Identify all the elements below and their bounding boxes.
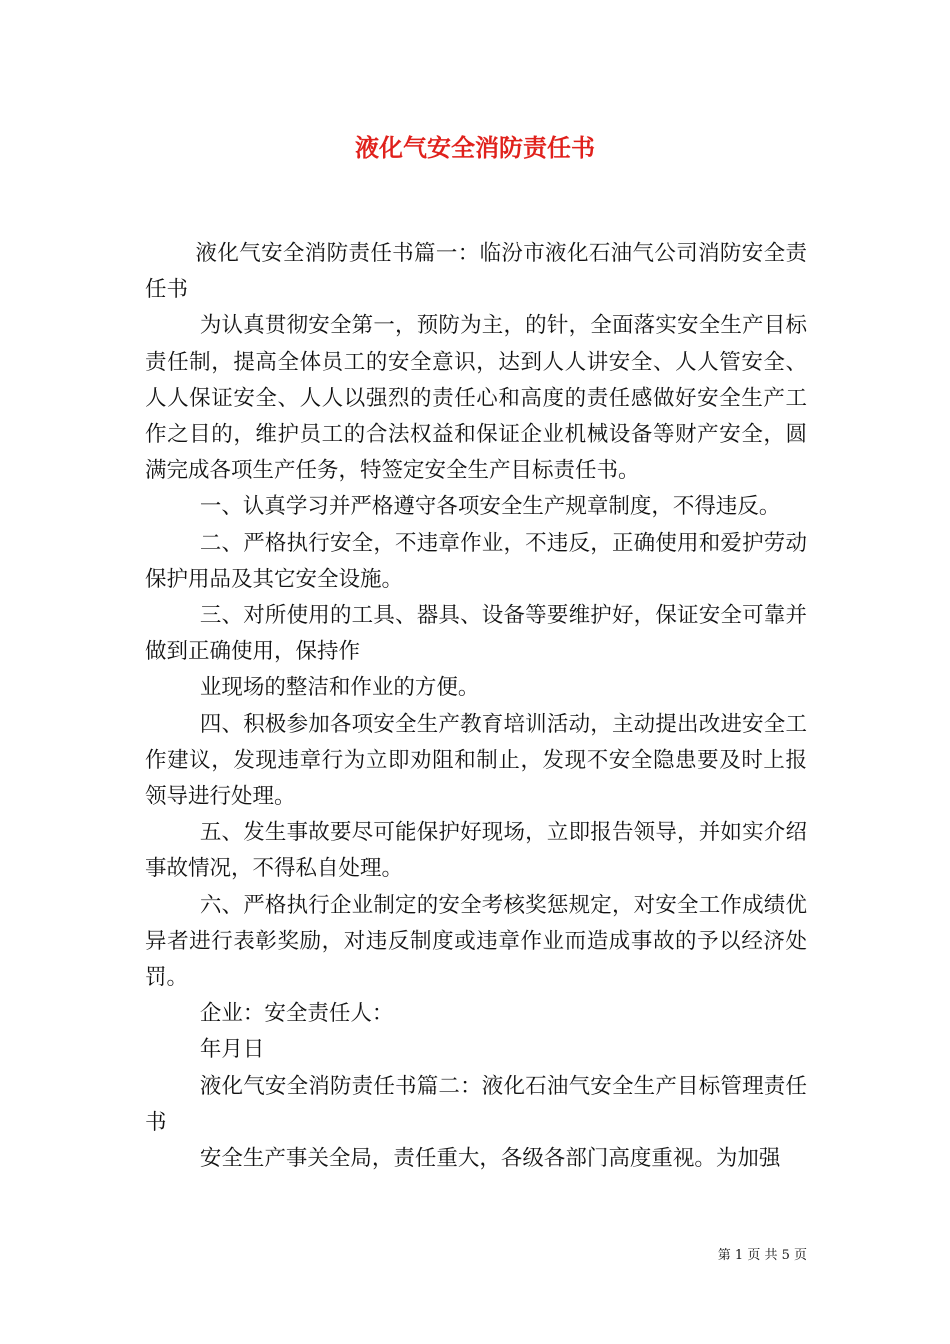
paragraph: 安全生产事关全局，责任重大，各级各部门高度重视。为加强 [199,1146,781,1172]
paragraph: 二、严格执行安全，不违章作业，不违反，正确使用和爱护劳动保护用品及其它安全设施。 [145,530,807,592]
paragraph: 液化气安全消防责任书篇二：液化石油气安全生产目标管理责任书 [145,1073,807,1135]
paragraph: 三、对所使用的工具、器具、设备等要维护好，保证安全可靠并做到正确使用，保持作 [145,603,807,665]
paragraph: 企业：安全责任人： [199,1001,394,1027]
paragraph: 为认真贯彻安全第一，预防为主，的针，全面落实安全生产目标责任制，提高全体员工的安全意识，达到人人讲安全、人人管安全、人人保证安全、人人以强烈的责任心和高度的责任感做好安全生产工作之目的，维护员工的合法权益和保证企业机械设备等财产安全，圆满完成各项生产任务，特签定安全生产目标责任书。 [145,313,807,484]
paragraph: 年月日 [199,1037,265,1063]
paragraph: 业现场的整洁和作业的方便。 [199,675,480,701]
paragraph: 液化气安全消防责任书篇一：临汾市液化石油气公司消防安全责任书 [145,241,807,303]
paragraph: 五、发生事故要尽可能保护好现场，立即报告领导，并如实介绍事故情况，不得私自处理。 [145,820,807,882]
paragraph: 四、积极参加各项安全生产教育培训活动，主动提出改进安全工作建议，发现违章行为立即劝阻和制止，发现不安全隐患要及时上报领导进行处理。 [145,711,807,810]
paragraph: 一、认真学习并严格遵守各项安全生产规章制度，不得违反。 [199,494,781,520]
paragraph: 六、严格执行企业制定的安全考核奖惩规定，对安全工作成绩优异者进行表彰奖励，对违反制度或违章作业而造成事故的予以经济处罚。 [145,892,807,991]
page-number: 第 1 页 共 5 页 [717,1248,807,1263]
document-body [145,236,807,1177]
page-title: 液化气安全消防责任书 [355,133,595,162]
